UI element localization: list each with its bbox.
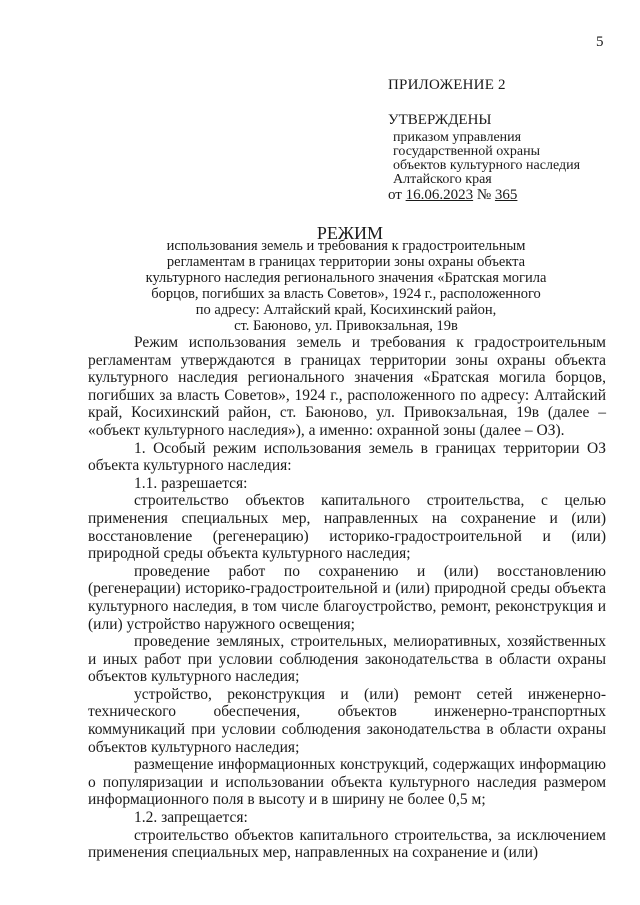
intro-paragraph: Режим использования земель и требования к градостроительным регламентам утверждаются в границах территории зоны охраны объекта культурного наследия регионального значения «Братская могила борцов, погибших за власть Советов», 1924 г., расположенного по адресу: Алтайский край, Косихинский район, ст. Баюново, ул. Привокзальная, 19в (далее – «объект культурного наследия»), а именно: охранной зоны (далее – ОЗ). xyxy=(88,334,606,439)
subtitle-line: по адресу: Алтайский край, Косихинский район, xyxy=(195,302,497,318)
document-body xyxy=(88,334,606,862)
allowed-item: строительство объектов капитального строительства, с целью применения специальных мер, направленных на сохранение и (или) восстановление (регенерацию) историко-градостроительной и (или) природной среды объекта культурного наследия; xyxy=(88,492,606,563)
subtitle-line: культурного наследия регионального значения «Братская могила xyxy=(145,270,547,286)
subsection-allowed: 1.1. разрешается: xyxy=(134,474,248,492)
subsection-forbidden: 1.2. запрещается: xyxy=(134,809,248,827)
approval-line: государственной охраны xyxy=(393,144,541,159)
order-number-label: № xyxy=(473,187,495,203)
order-reference xyxy=(388,187,628,203)
order-prefix: от xyxy=(388,187,406,203)
approval-block xyxy=(388,111,628,203)
subtitle-line: использования земель и требования к градостроительным xyxy=(166,238,526,254)
subtitle-line: борцов, погибших за власть Советов», 1924 г., расположенного xyxy=(151,286,541,302)
approval-line: Алтайского края xyxy=(393,172,492,187)
subtitle-line: регламентам в границах территории зоны охраны объекта xyxy=(166,254,526,270)
order-date: 16.06.2023 xyxy=(405,187,474,203)
allowed-item: проведение земляных, строительных, мелиоративных, хозяйственных и иных работ при условии соблюдения законодательства в области охраны объектов культурного наследия; xyxy=(88,633,606,686)
page-number: 5 xyxy=(596,34,604,50)
appendix-title: ПРИЛОЖЕНИЕ 2 xyxy=(388,77,506,93)
order-number: 365 xyxy=(494,187,518,203)
allowed-item: устройство, реконструкция и (или) ремонт сетей инженерно-технического обеспечения, объектов инженерно-транспортных коммуникаций при условии соблюдения законодательства в области охраны объектов культурного наследия; xyxy=(88,685,606,756)
forbidden-item: строительство объектов капитального строительства, за исключением применения специальных мер, направленных на сохранение и (или) xyxy=(88,826,606,862)
section-heading: 1. Особый режим использования земель в границах территории ОЗ объекта культурного наследия: xyxy=(88,439,606,475)
subtitle-line: ст. Баюново, ул. Привокзальная, 19в xyxy=(234,318,458,334)
allowed-item: проведение работ по сохранению и (или) восстановлению (регенерации) историко-градостроительной и (или) природной среды объекта культурного наследия, в том числе благоустройство, ремонт, реконструкция и (или) устройство наружного освещения; xyxy=(88,562,606,633)
approval-line: приказом управления xyxy=(393,130,522,145)
allowed-item: размещение информационных конструкций, содержащих информацию о популяризации и использовании объекта культурного наследия размером информационного поля в высоту и в ширину не более 0,5 м; xyxy=(88,756,606,809)
document-subtitle xyxy=(100,238,592,334)
approval-line: объектов культурного наследия xyxy=(393,158,581,173)
document-title: РЕЖИМ xyxy=(316,223,384,243)
approved-heading: УТВЕРЖДЕНЫ xyxy=(388,112,492,128)
